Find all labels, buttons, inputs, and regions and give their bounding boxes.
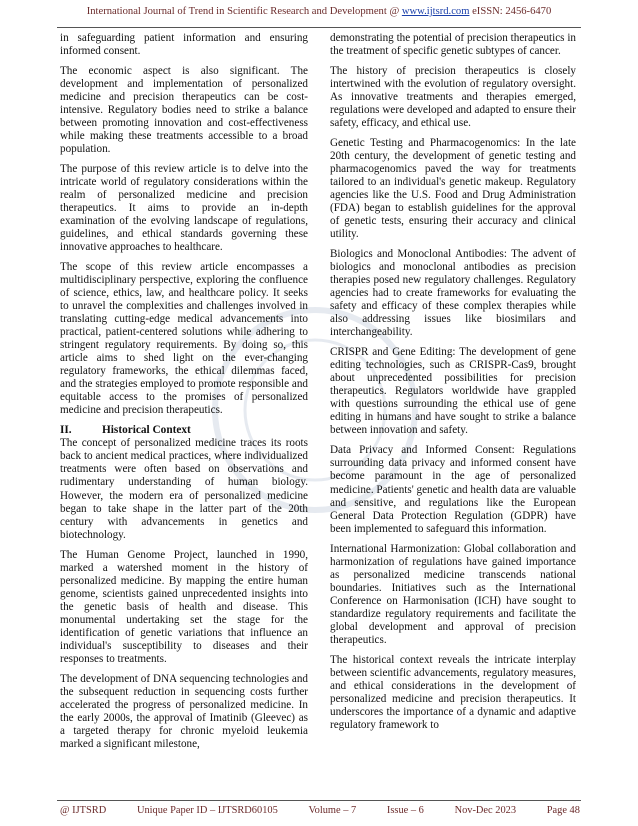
publisher: @ IJTSRD	[60, 805, 107, 816]
paragraph: The purpose of this review article is to delve into the intricate world of regulatory considerations within the realm of personalized medicine and precision therapeutics. It aims to provide an in-depth examination of the evolving landscape of regulations, guidelines, and ethical standards governing these innovative approaches to healthcare.	[60, 163, 308, 254]
section-title: Historical Context	[102, 424, 191, 437]
paragraph: demonstrating the potential of precision therapeutics in the treatment of specific genetic subtypes of cancer.	[330, 32, 576, 58]
paragraph: Data Privacy and Informed Consent: Regulations surrounding data privacy and informed consent have become paramount in the age of personalized medicine. Patients' genetic and health data are valuable and sensitive, and regulations like the European General Data Protection Regulation (GDPR) have been implemented to safeguard this information.	[330, 444, 576, 535]
issn: eISSN: 2456-6470	[472, 6, 552, 17]
running-footer	[60, 805, 580, 816]
page-number: Page 48	[546, 805, 580, 816]
paragraph: The Human Genome Project, launched in 1990, marked a watershed moment in the history of personalized medicine. By mapping the entire human genome, scientists gained unprecedented insights into the genetic basis of health and disease. This monumental undertaking set the stage for the identification of genetic variations that influence an individual's susceptibility to diseases and their responses to treatments.	[60, 548, 308, 665]
right-column	[330, 32, 576, 739]
paragraph: in safeguarding patient information and ensuring informed consent.	[60, 32, 308, 58]
paragraph: International Harmonization: Global collaboration and harmonization of regulations have gained importance as personalized medicine transcends national boundaries. Initiatives such as the International Conference on Harmonisation (ICH) have sought to standardize regulatory requirements and facilitate the global development and approval of precision therapeutics.	[330, 542, 576, 646]
paper-id: Unique Paper ID – IJTSRD60105	[136, 805, 278, 816]
paragraph: The historical context reveals the intricate interplay between scientific advancements, regulatory measures, and ethical considerations in the development of personalized medicine and precision therapeutics. It underscores the importance of a dynamic and adaptive regulatory framework to	[330, 653, 576, 731]
volume: Volume – 7	[308, 805, 357, 816]
paragraph: The concept of personalized medicine traces its roots back to ancient medical practices, where individualized treatments were often based on observations and rudimentary understanding of human biology. However, the modern era of personalized medicine began to take shape in the latter part of the 20th century with advancements in genetics and biotechnology.	[60, 437, 308, 541]
running-header	[0, 6, 638, 17]
section-heading	[60, 424, 308, 437]
footer-rule	[57, 800, 581, 801]
journal-url-link[interactable]: www.ijtsrd.com	[401, 6, 470, 17]
date: Nov-Dec 2023	[454, 805, 517, 816]
journal-name: International Journal of Trend in Scientific Research and Development @	[86, 6, 400, 17]
issue: Issue – 6	[386, 805, 424, 816]
paragraph: The development of DNA sequencing technologies and the subsequent reduction in sequencing costs further accelerated the progress of personalized medicine. In the early 2000s, the approval of Imatinib (Gleevec) as a targeted therapy for chronic myeloid leukemia marked a significant milestone,	[60, 672, 308, 750]
left-column	[60, 32, 308, 758]
paragraph: The scope of this review article encompasses a multidisciplinary perspective, exploring the confluence of science, ethics, law, and healthcare policy. It seeks to unravel the complexities and challenges involved in translating cutting-edge medical advancements into practical, patient-centered solutions while adhering to stringent regulatory requirements. By doing so, this article aims to shed light on the ever-changing regulatory frameworks, the ethical dilemmas faced, and the strategies employed to promote responsible and equitable access to the promises of personalized medicine and precision therapeutics.	[60, 261, 308, 417]
paragraph: The history of precision therapeutics is closely intertwined with the evolution of regulatory oversight. As innovative treatments and therapies emerged, regulations were developed and adapted to ensure their safety, efficacy, and ethical use.	[330, 65, 576, 130]
paragraph: Biologics and Monoclonal Antibodies: The advent of biologics and monoclonal antibodies as precision therapies posed new regulatory challenges. Regulatory agencies had to create frameworks for evaluating the safety and efficacy of these complex therapies while also addressing issues like biosimilars and interchangeability.	[330, 248, 576, 339]
paragraph: Genetic Testing and Pharmacogenomics: In the late 20th century, the development of genetic testing and pharmacogenomics paved the way for treatments tailored to an individual's genetic makeup. Regulatory agencies like the U.S. Food and Drug Administration (FDA) began to establish guidelines for the approval of genetic tests, ensuring their accuracy and clinical utility.	[330, 137, 576, 241]
paragraph: The economic aspect is also significant. The development and implementation of personalized medicine and precision therapeutics can be cost-intensive. Regulatory bodies need to strike a balance between promoting innovation and cost-effectiveness while making these treatments accessible to a broad population.	[60, 65, 308, 156]
header-rule	[57, 27, 581, 28]
paragraph: CRISPR and Gene Editing: The development of gene editing technologies, such as CRISPR-Cas9, brought about unprecedented possibilities for precision therapeutics. Regulators worldwide have grappled with questions surrounding the ethical use of gene editing in humans and have sought to strike a balance between innovation and safety.	[330, 346, 576, 437]
section-number: II.	[60, 424, 72, 437]
